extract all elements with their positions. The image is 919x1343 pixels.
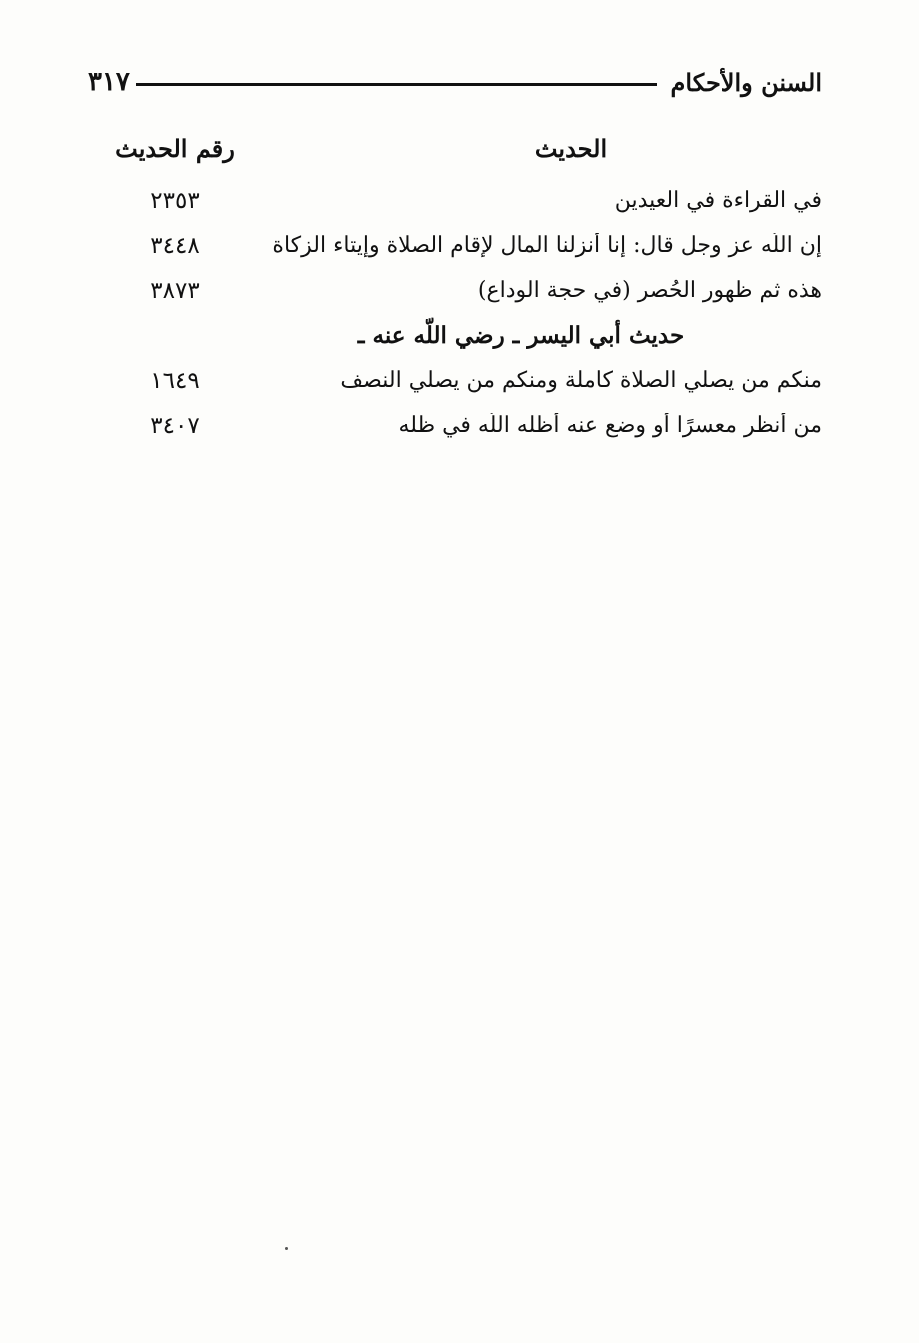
hadith-text: هذه ثم ظهور الحُصر (في حجة الوداع): [477, 278, 822, 303]
column-header-number: رقم الحديث: [115, 133, 235, 163]
table-row: [100, 178, 822, 223]
running-header: [88, 60, 822, 104]
hadith-text: منكم من يصلي الصلاة كاملة ومنكم من يصلي النصف: [340, 368, 822, 393]
hadith-text: إن اللّه عز وجل قال: إنا أنزلنا المال لإقام الصلاة وإيتاء الزكاة: [272, 233, 822, 258]
print-speck: [285, 1247, 288, 1250]
hadith-number: ٣٨٧٣: [150, 277, 200, 304]
hadith-number: ١٦٤٩: [150, 367, 200, 394]
hadith-number: ٢٣٥٣: [150, 187, 200, 214]
hadith-text: في القراءة في العيدين: [614, 188, 822, 213]
table-row: [100, 403, 822, 448]
hadith-text: من أنظر معسرًا أو وضع عنه أظله اللّه في ظله: [398, 413, 822, 438]
hadith-number: ٣٤٤٨: [150, 232, 200, 259]
header-rule: [136, 83, 657, 86]
table-row: [100, 268, 822, 313]
hadith-index-table: [100, 128, 822, 448]
table-row: [100, 223, 822, 268]
column-header-hadith: الحديث: [534, 133, 608, 163]
table-row: [100, 358, 822, 403]
page-number: ٣١٧: [88, 67, 130, 97]
hadith-number: ٣٤٠٧: [150, 412, 200, 439]
section-heading: حديث أبي اليسر ـ رضي اللّه عنه ـ: [357, 322, 685, 349]
table-header-row: [100, 128, 822, 168]
header-title: السنن والأحكام: [670, 67, 822, 97]
